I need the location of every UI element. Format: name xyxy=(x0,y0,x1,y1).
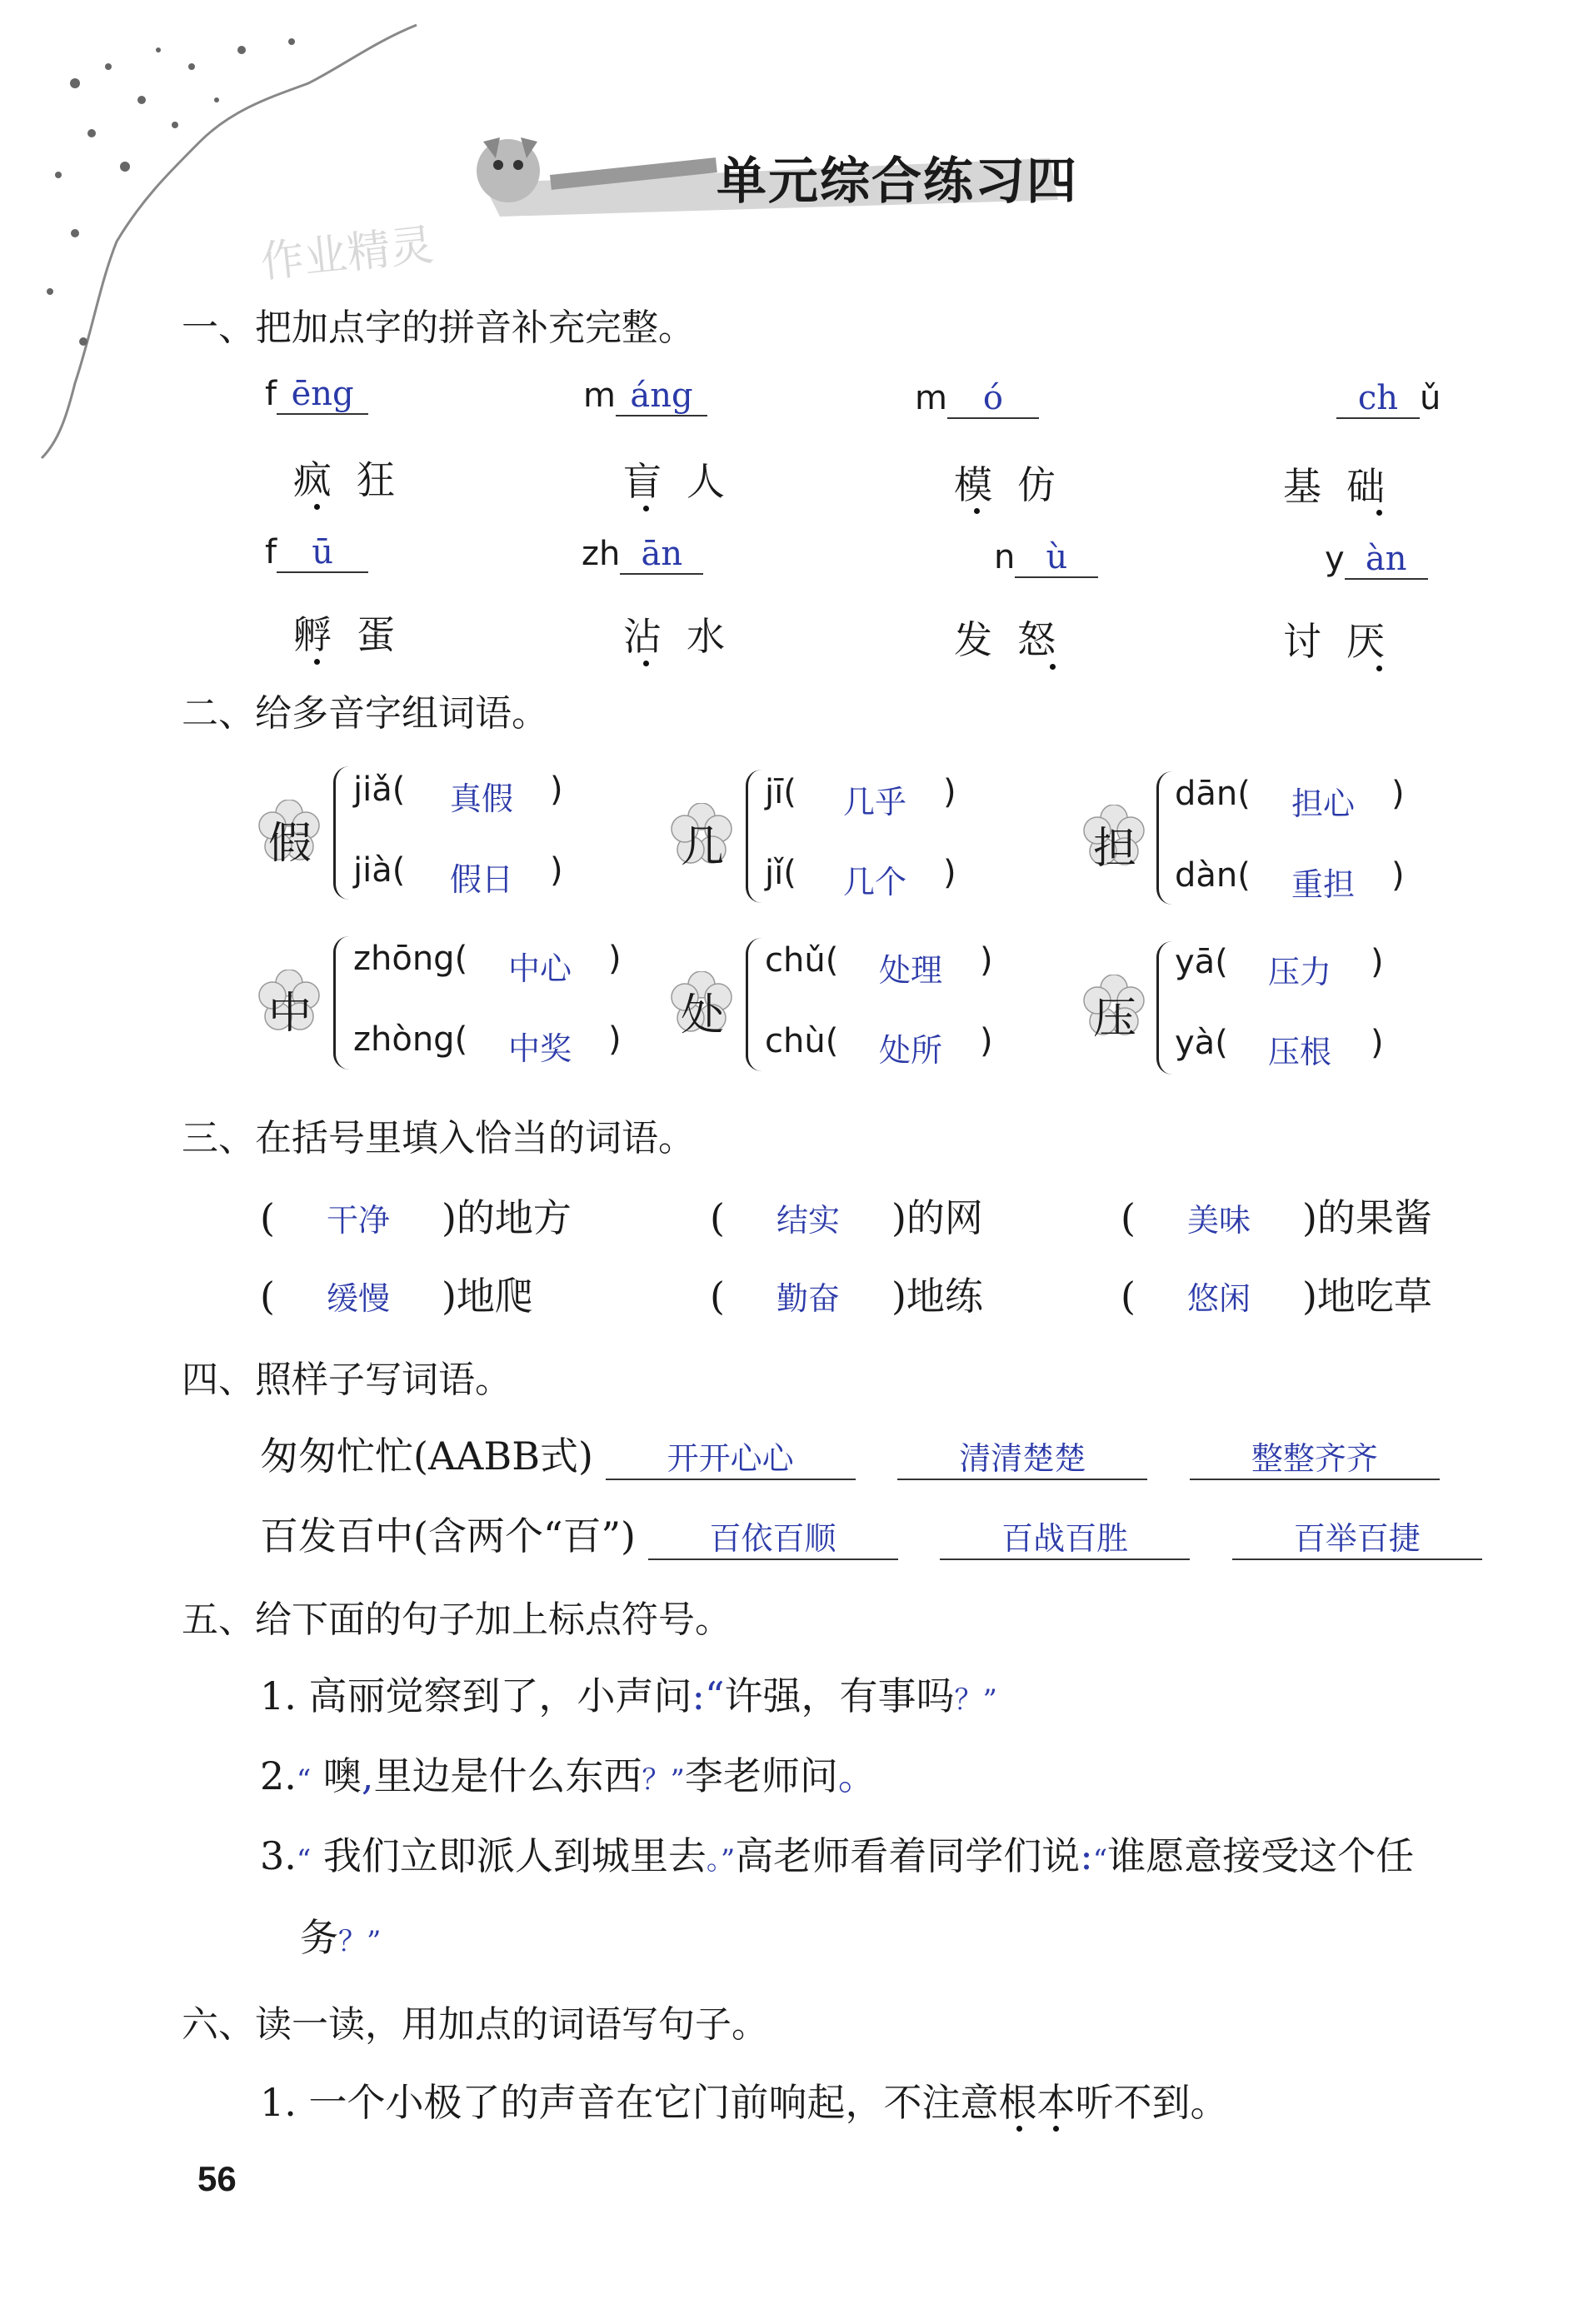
s3-item-5: ( 勤奋 )地练 xyxy=(710,1274,983,1319)
s5-punct[interactable]: : xyxy=(692,1673,706,1718)
brace xyxy=(1156,941,1172,1075)
paren-close: ) xyxy=(1391,775,1405,813)
s3-item-1: ( 干净 )的地方 xyxy=(260,1195,572,1240)
s1-answer-4[interactable]: ch xyxy=(1336,379,1420,419)
paren-close: ) xyxy=(550,771,563,809)
s5-punct[interactable]: “ xyxy=(296,1843,312,1877)
s3-answer-3[interactable]: 美味 xyxy=(1186,1202,1251,1239)
s2-reading-6a: yā( xyxy=(1175,943,1228,981)
s5-sentence-2: 2.“ 噢,里边是什么东西？”李老师问。 xyxy=(260,1753,876,1798)
s2-reading-4a: zhōng( xyxy=(353,940,468,978)
page-number: 56 xyxy=(197,2159,237,2198)
s1-answer-1[interactable]: ēng xyxy=(277,375,368,415)
brace xyxy=(333,766,349,900)
section6-heading: 六、读一读，用加点的词语写句子。 xyxy=(182,2003,768,2046)
s2-reading-3b: dàn( xyxy=(1175,856,1251,895)
s3-answer-5[interactable]: 勤奋 xyxy=(776,1280,840,1317)
s2-answer-2b[interactable]: 几个 xyxy=(843,864,907,900)
paren-close: ) xyxy=(1391,856,1405,895)
s4-row-2: 百发百中(含两个“百”) 百依百顺 百战百胜 百举百捷 xyxy=(260,1506,1482,1561)
s2-reading-1a: jiǎ( xyxy=(353,771,406,809)
s2-answer-5a[interactable]: 处理 xyxy=(879,952,943,989)
s1-word-5: 孵蛋 xyxy=(293,612,420,657)
s5-punct[interactable]: 。” xyxy=(706,1843,736,1877)
s2-answer-2a[interactable]: 几乎 xyxy=(843,784,907,820)
s2-answer-4b[interactable]: 中奖 xyxy=(508,1030,572,1067)
s5-punct[interactable]: : xyxy=(1080,1833,1093,1878)
paren-close: ) xyxy=(608,1020,622,1059)
brace xyxy=(333,936,349,1070)
s2-reading-6b: yà( xyxy=(1175,1024,1228,1062)
s2-reading-2b: jǐ( xyxy=(765,854,796,892)
paren-close: ) xyxy=(550,851,563,890)
s3-answer-2[interactable]: 结实 xyxy=(776,1202,840,1239)
brace xyxy=(746,938,762,1071)
s5-punct[interactable]: ？” xyxy=(338,1925,382,1958)
section3-heading: 三、在括号里填入恰当的词语。 xyxy=(182,1117,695,1160)
s5-punct[interactable]: ？” xyxy=(954,1683,997,1717)
s2-answer-3b[interactable]: 重担 xyxy=(1291,866,1356,903)
paren-close: ) xyxy=(943,854,956,892)
page-title: 单元综合练习四 xyxy=(717,152,1078,211)
s1-answer-2[interactable]: áng xyxy=(616,377,707,416)
s4-answer-4[interactable]: 百依百顺 xyxy=(648,1513,898,1560)
title-banner xyxy=(450,125,1083,217)
watermark: 作业精灵 xyxy=(258,220,437,288)
section2-heading: 二、给多音字组词语。 xyxy=(182,692,548,735)
s5-punct[interactable]: 。 xyxy=(837,1753,876,1798)
s4-answer-1[interactable]: 开开心心 xyxy=(606,1433,856,1480)
paren-close: ) xyxy=(1371,943,1384,981)
s1-answer-8[interactable]: àn xyxy=(1345,540,1428,580)
s3-answer-4[interactable]: 缓慢 xyxy=(326,1280,390,1317)
s3-item-2: ( 结实 )的网 xyxy=(710,1195,983,1240)
section4-heading: 四、照样子写词语。 xyxy=(182,1359,512,1401)
paren-close: ) xyxy=(980,1022,993,1060)
s1-pinyin-7: n ù xyxy=(994,538,1098,578)
s2-reading-1b: jià( xyxy=(353,851,406,890)
s4-answer-6[interactable]: 百举百捷 xyxy=(1232,1513,1482,1560)
s5-punct[interactable]: “ xyxy=(705,1673,725,1718)
s2-char-6: 压 xyxy=(1093,994,1137,1044)
s4-answer-3[interactable]: 整整齐齐 xyxy=(1190,1433,1440,1480)
s6-sentence-1: 1. 一个小极了的声音在它门前响起，不注意根本听不到。 xyxy=(260,2080,1229,2125)
s2-reading-5a: chǔ( xyxy=(765,941,839,980)
s5-sentence-1: 1. 高丽觉察到了，小声问:“许强，有事吗？” xyxy=(260,1673,997,1718)
s2-reading-2a: jī( xyxy=(765,773,796,811)
s1-pinyin-1: f ēng xyxy=(265,375,368,415)
brace xyxy=(1156,771,1172,905)
s2-reading-3a: dān( xyxy=(1175,775,1251,813)
s1-answer-6[interactable]: ān xyxy=(620,535,703,575)
s1-answer-5[interactable]: ū xyxy=(277,533,368,573)
s1-word-7: 发怒 xyxy=(954,617,1081,662)
s1-word-3: 模仿 xyxy=(954,462,1081,507)
s2-char-1: 假 xyxy=(268,819,312,869)
s1-pinyin-4: ch ǔ xyxy=(1336,379,1441,419)
s3-item-6: ( 悠闲 )地吃草 xyxy=(1121,1274,1432,1319)
s2-answer-4a[interactable]: 中心 xyxy=(508,950,572,987)
s2-answer-6a[interactable]: 压力 xyxy=(1268,954,1332,990)
s1-word-4: 基础 xyxy=(1283,464,1410,509)
s2-char-5: 处 xyxy=(681,990,725,1040)
s1-pinyin-3: m ó xyxy=(915,379,1039,419)
paren-close: ) xyxy=(608,940,622,978)
s4-answer-5[interactable]: 百战百胜 xyxy=(940,1513,1190,1560)
s2-char-3: 担 xyxy=(1093,824,1137,874)
s5-sentence-3: 3.“ 我们立即派人到城里去。”高老师看着同学们说:“谁愿意接受这个任 xyxy=(260,1833,1415,1878)
s1-word-1: 疯狂 xyxy=(293,457,420,502)
s2-answer-6b[interactable]: 压根 xyxy=(1268,1034,1332,1070)
paren-close: ) xyxy=(1371,1024,1384,1062)
s2-char-4: 中 xyxy=(268,989,312,1039)
s2-reading-5b: chù( xyxy=(765,1022,839,1060)
s2-answer-1b[interactable]: 假日 xyxy=(450,861,514,898)
s1-pinyin-6: zh ān xyxy=(582,535,703,575)
paren-close: ) xyxy=(943,773,956,811)
s1-answer-7[interactable]: ù xyxy=(1015,538,1098,578)
s2-answer-1a[interactable]: 真假 xyxy=(450,780,514,817)
s2-answer-5b[interactable]: 处所 xyxy=(879,1032,943,1069)
s4-row-1: 匆匆忙忙(AABB式) 开开心心 清清楚楚 整整齐齐 xyxy=(260,1426,1440,1481)
s1-word-8: 讨厌 xyxy=(1283,619,1410,664)
s1-pinyin-2: m áng xyxy=(583,377,707,416)
s5-punct[interactable]: “ xyxy=(1092,1843,1108,1877)
s3-answer-1[interactable]: 干净 xyxy=(326,1202,390,1239)
s2-reading-4b: zhòng( xyxy=(353,1020,468,1059)
s3-item-4: ( 缓慢 )地爬 xyxy=(260,1274,533,1319)
s1-word-2: 盲人 xyxy=(623,459,750,504)
s5-punct[interactable]: “ xyxy=(296,1763,312,1797)
s1-pinyin-5: f ū xyxy=(265,533,368,573)
s5-punct[interactable]: ？” xyxy=(642,1763,685,1797)
paren-close: ) xyxy=(980,941,993,980)
s3-answer-6[interactable]: 悠闲 xyxy=(1186,1280,1251,1317)
s2-char-2: 几 xyxy=(681,822,725,872)
s2-answer-3a[interactable]: 担心 xyxy=(1291,785,1356,822)
s1-answer-3[interactable]: ó xyxy=(947,379,1039,419)
s3-item-3: ( 美味 )的果酱 xyxy=(1121,1195,1432,1240)
brace xyxy=(746,770,762,903)
section5-heading: 五、给下面的句子加上标点符号。 xyxy=(182,1598,732,1641)
section1-heading: 一、把加点字的拼音补充完整。 xyxy=(182,307,695,349)
s5-punct[interactable]: , xyxy=(361,1753,374,1798)
s5-sentence-3-cont: 务？” xyxy=(300,1915,382,1960)
s1-pinyin-8: y àn xyxy=(1325,540,1428,580)
s4-answer-2[interactable]: 清清楚楚 xyxy=(897,1433,1147,1480)
s1-word-6: 沾水 xyxy=(623,614,750,659)
